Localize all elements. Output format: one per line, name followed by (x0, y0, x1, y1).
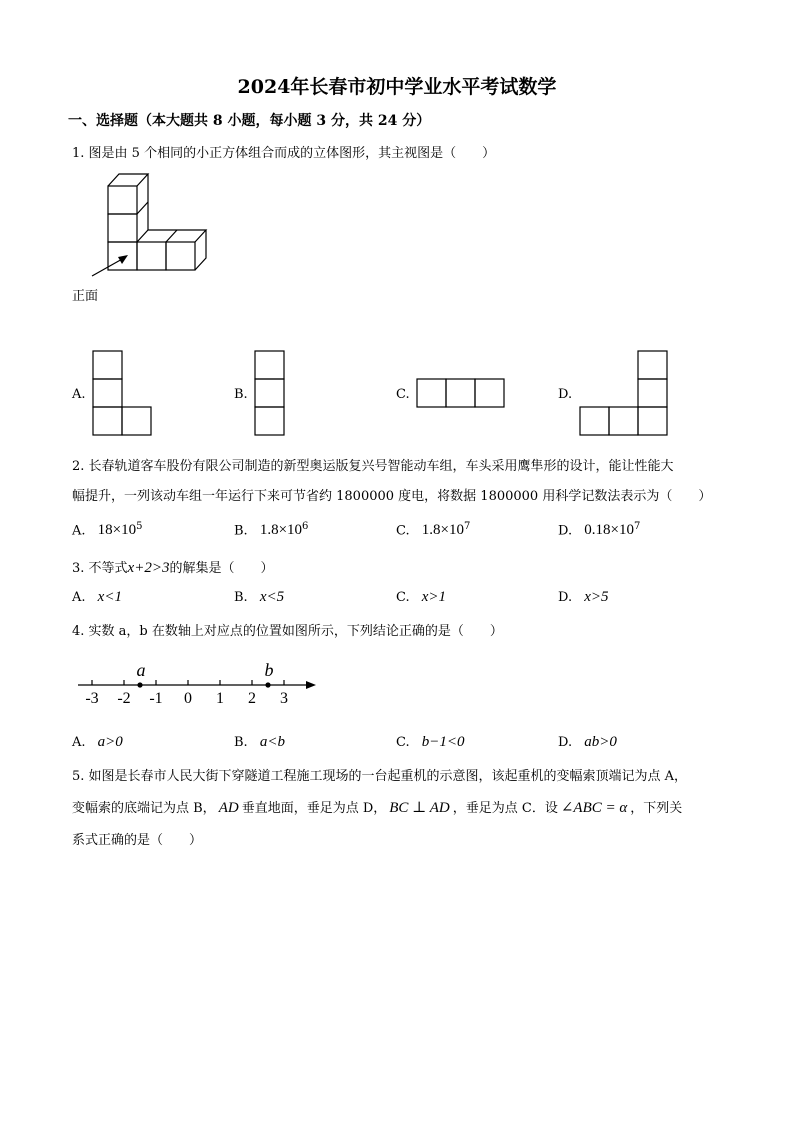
q5-line2-part-c: ，垂足为点 C．设 (452, 801, 558, 816)
q3-option-a-text: x<1 (97, 589, 122, 605)
q4-option-b (234, 734, 285, 751)
q3-option-d-text: x>5 (584, 589, 609, 605)
q2-option-a-exponent: 5 (136, 521, 143, 532)
number-line-point-b (265, 682, 270, 687)
q2-option-a-mantissa: 18×10 (97, 522, 137, 539)
q5-math-ad: AD (218, 800, 239, 816)
number-line-tick-label: 2 (248, 690, 256, 707)
number-line-tick-label: -3 (85, 690, 99, 707)
q2-option-a (72, 521, 143, 539)
q2-option-c-exponent: 7 (463, 521, 471, 532)
q5-math-bc-perp-ad: BC ⊥ AD (389, 800, 450, 816)
q3-option-a-label: A. (72, 590, 86, 605)
q2-option-c-label: C. (396, 523, 410, 539)
question-2-line-1: 2. 长春轨道客车股份有限公司制造的新型奥运版复兴号智能动车组，车头采用鹰隼形的设计，能让性能大 (72, 459, 674, 474)
number-line-tick-label: -1 (149, 690, 163, 707)
q2-option-b (234, 521, 308, 539)
q4-option-c-label: C. (396, 735, 410, 750)
question-4-stem: 4. 实数 a，b 在数轴上对应点的位置如图所示，下列结论正确的是（ ） (72, 624, 503, 639)
q3-option-d-label: D. (558, 590, 573, 605)
q4-option-d (558, 734, 617, 751)
q2-option-b-mantissa: 1.8×10 (259, 522, 303, 539)
q3-option-c-label: C. (396, 590, 410, 605)
q5-line2-part-b: 垂直地面，垂足为点 D， (241, 801, 387, 816)
q4-option-d-text: ab>0 (584, 734, 617, 750)
front-view-label: 正面 (72, 289, 99, 304)
q4-option-a (72, 734, 123, 751)
question-3-stem (72, 557, 273, 577)
q1-option-d-label: D. (558, 387, 573, 402)
q2-option-b-exponent: 6 (302, 521, 309, 532)
q3-option-c-text: x>1 (421, 589, 447, 605)
q3-inequality: x+2>3 (127, 560, 170, 576)
q4-option-d-label: D. (558, 735, 573, 750)
q4-option-a-label: A. (72, 735, 86, 750)
number-line-point-a (137, 682, 142, 687)
question-5-line-1: 5. 如图是长春市人民大街下穿隧道工程施工现场的一台起重机的示意图，该起重机的变幅索顶端记为点 A， (72, 769, 688, 784)
q3-stem-prefix: 3. 不等式 (72, 561, 128, 576)
q2-option-d-mantissa: 0.18×10 (584, 522, 634, 539)
number-line-tick-label: 3 (280, 690, 288, 707)
number-line-tick-label: -2 (117, 690, 131, 707)
q4-option-c (396, 734, 465, 751)
q1-option-b-label: B. (234, 387, 248, 402)
q5-math-angle-abc: ∠ABC = α (560, 800, 628, 816)
page-title: 2024年长春市初中学业水平考试数学 (237, 76, 557, 98)
q3-option-d (558, 589, 609, 606)
number-line-tick-label: 0 (184, 690, 192, 707)
q2-option-a-label: A. (72, 523, 86, 539)
q1-option-a-label: A. (72, 387, 86, 402)
question-5-line-2 (72, 797, 682, 817)
q1-option-c-label: C. (396, 387, 410, 402)
question-2-line-2: 幅提升，一列该动车组一年运行下来可节省约 1800000 度电，将数据 1800000 用科学记数法表示为（ ） (72, 489, 712, 504)
q2-option-d-exponent: 7 (633, 521, 641, 532)
q3-option-b-text: x<5 (259, 589, 285, 605)
question-5-line-3: 系式正确的是（ ） (72, 833, 203, 848)
q5-line2-part-d: ，下列关 (630, 801, 683, 816)
q4-option-b-label: B. (234, 735, 248, 750)
q3-option-c (396, 589, 446, 606)
section-heading: 一、选择题（本大题共 8 小题，每小题 3 分，共 24 分） (68, 113, 431, 129)
q3-stem-suffix: 的解集是（ ） (169, 561, 274, 576)
q2-option-b-label: B. (234, 523, 248, 539)
number-line-point-label-a: a (136, 660, 146, 680)
q3-option-b-label: B. (234, 590, 248, 605)
q4-option-a-text: a>0 (97, 734, 123, 750)
q2-option-d (558, 521, 640, 539)
q4-option-b-text: a<b (259, 734, 285, 750)
number-line-point-label-b: b (264, 660, 274, 680)
q3-option-a (72, 589, 122, 606)
number-line-tick-label: 1 (216, 690, 224, 707)
q4-option-c-text: b−1<0 (421, 734, 465, 750)
q5-line2-part-a: 变幅索的底端记为点 B， (72, 801, 216, 816)
q3-option-b (234, 589, 284, 606)
q2-option-c-mantissa: 1.8×10 (421, 522, 464, 539)
q2-option-d-label: D. (558, 523, 573, 539)
q2-option-c (396, 521, 470, 539)
question-1-stem: 1. 图是由 5 个相同的小正方体组合而成的立体图形，其主视图是（ ） (72, 146, 496, 161)
